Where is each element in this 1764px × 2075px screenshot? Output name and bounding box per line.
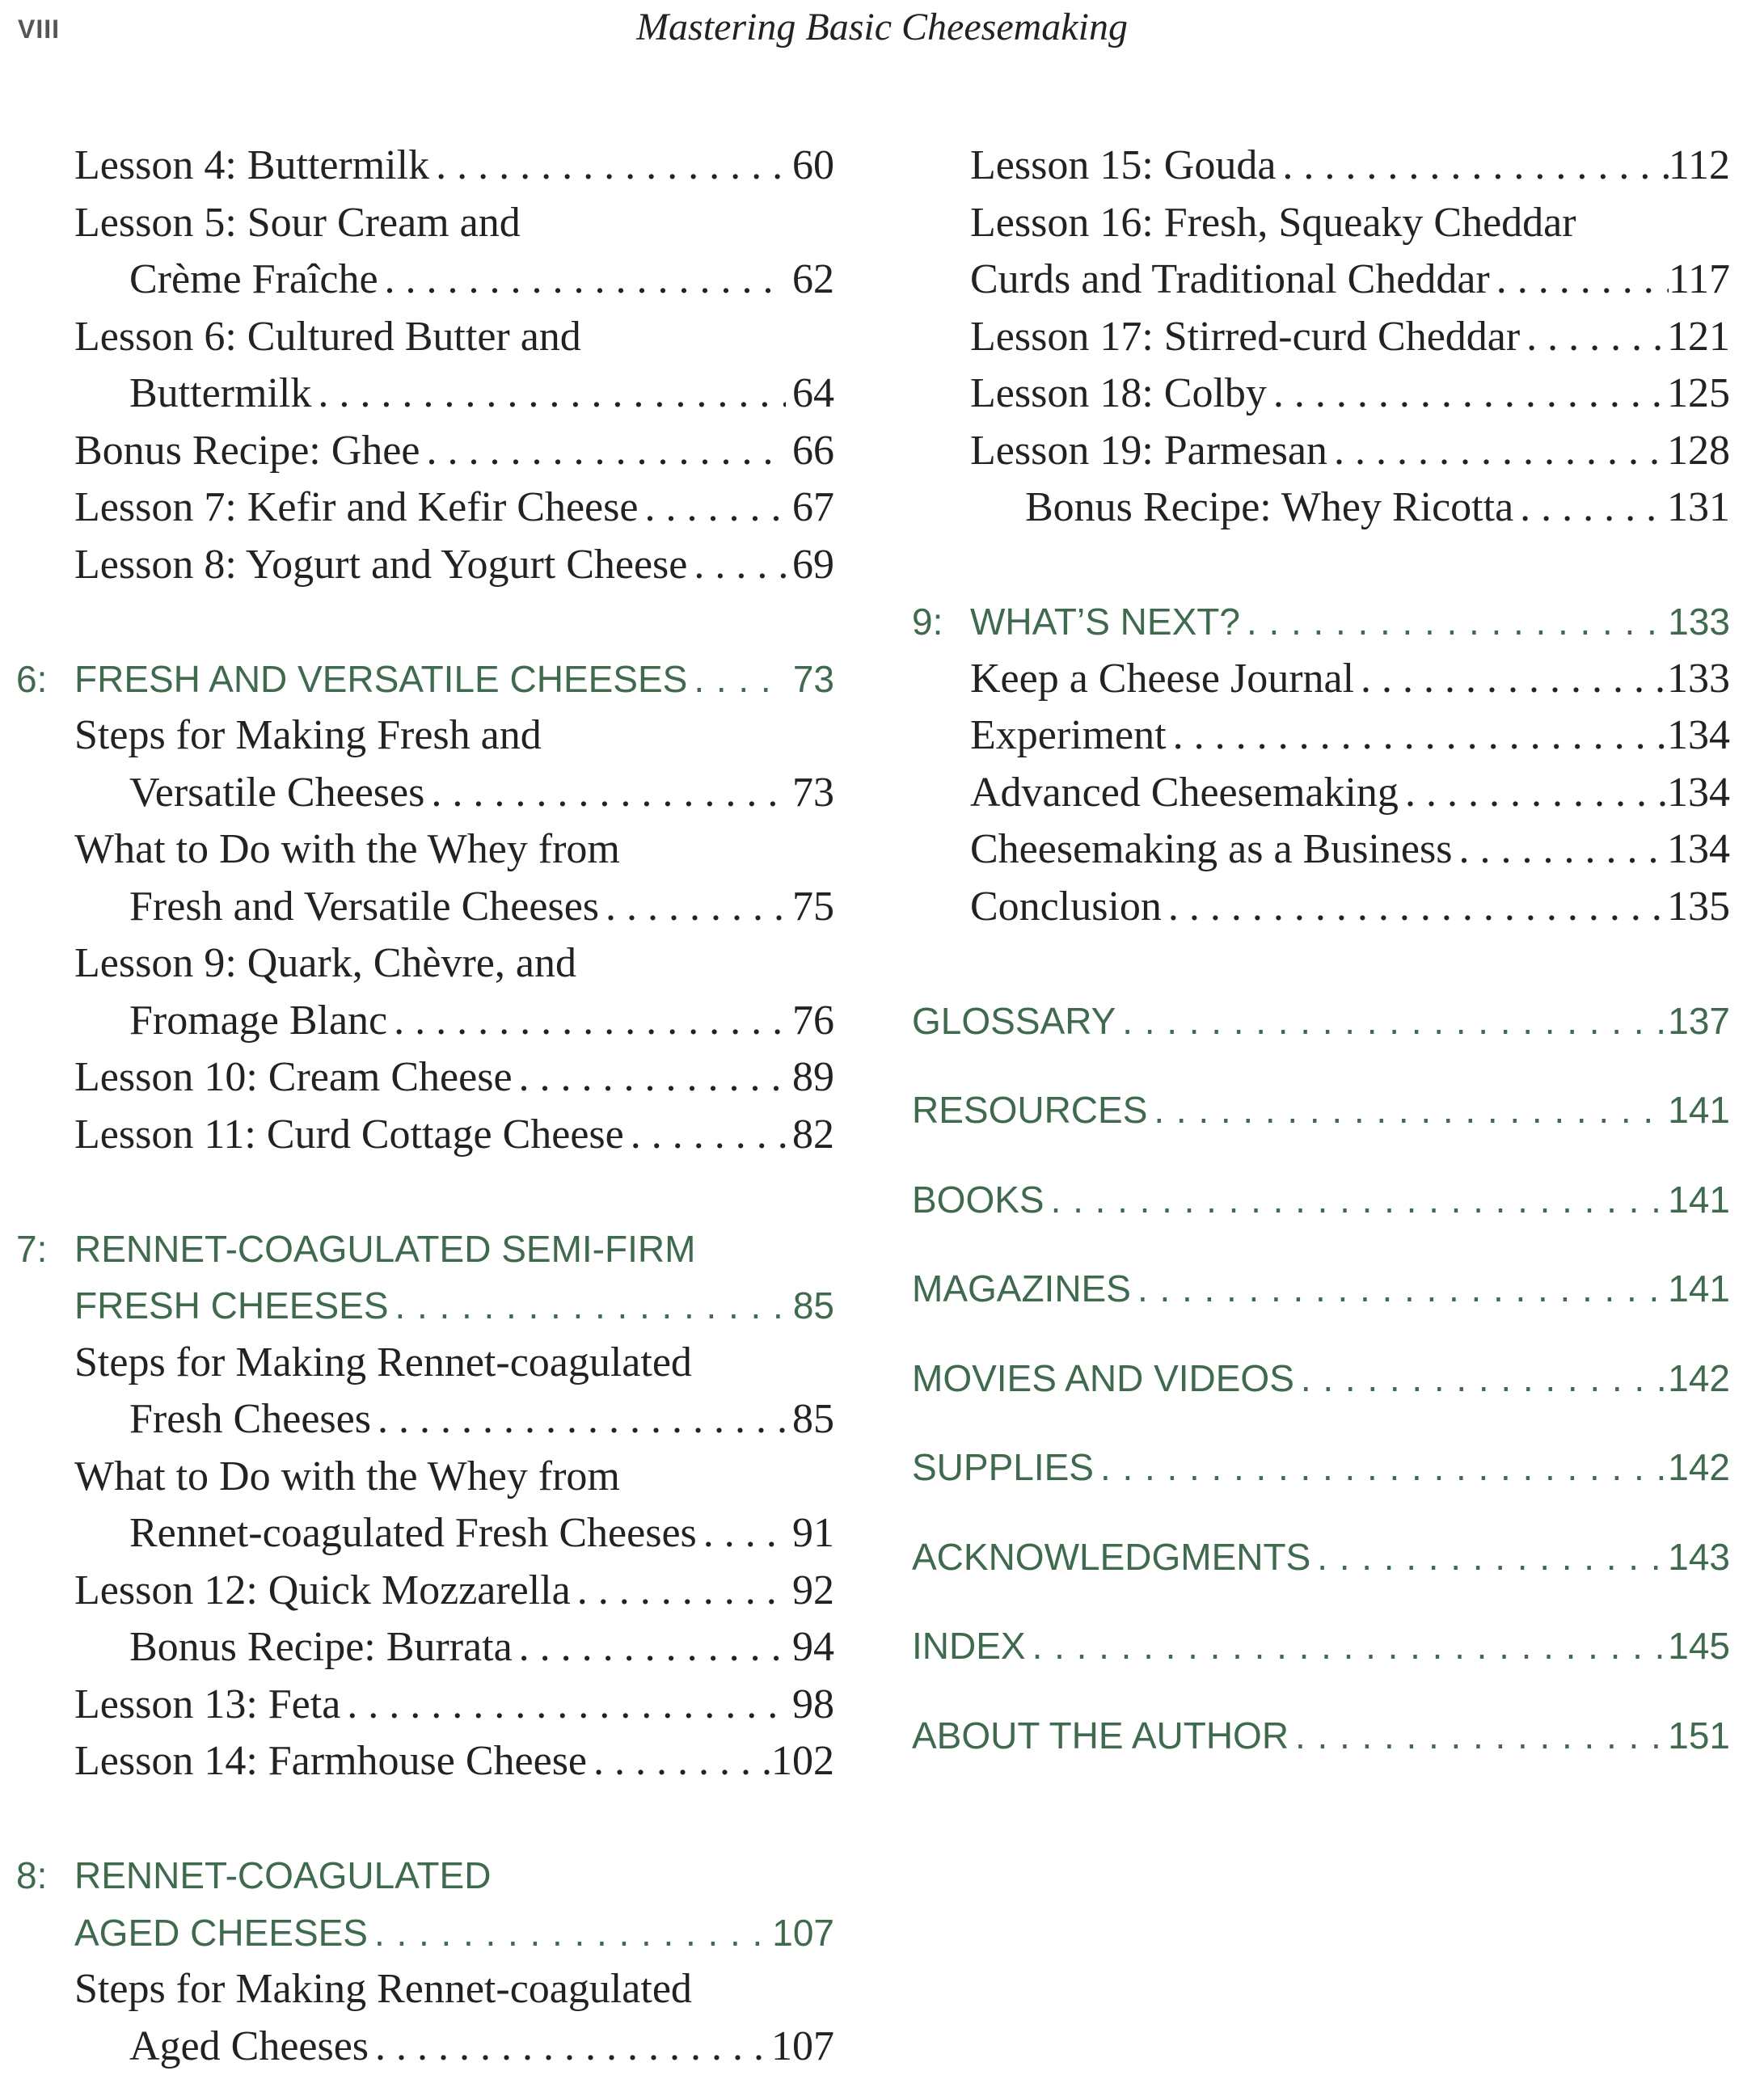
dot-leader bbox=[369, 2018, 771, 2075]
toc-line bbox=[912, 251, 1730, 309]
dot-leader bbox=[1116, 993, 1668, 1050]
dot-leader bbox=[599, 879, 786, 936]
dot-leader bbox=[1490, 251, 1669, 309]
toc-line bbox=[912, 879, 1730, 936]
toc-line bbox=[16, 1277, 834, 1335]
toc-line bbox=[16, 2018, 834, 2075]
toc-left-column bbox=[16, 137, 834, 2075]
page-ref: 145 bbox=[1668, 1617, 1730, 1675]
toc-spacer bbox=[912, 1318, 1730, 1350]
dot-leader bbox=[1276, 137, 1669, 195]
chapter-number: 7: bbox=[16, 1221, 74, 1278]
page-ref: 92 bbox=[786, 1563, 834, 1620]
toc-title: Buttermilk bbox=[129, 365, 311, 423]
toc-entry[interactable] bbox=[16, 821, 834, 935]
toc-line bbox=[912, 1260, 1730, 1318]
toc-spacer bbox=[912, 537, 1730, 594]
dot-leader bbox=[1310, 1529, 1668, 1586]
toc-entry[interactable] bbox=[16, 423, 834, 480]
page-ref: 82 bbox=[786, 1107, 834, 1164]
toc-line bbox=[16, 1961, 834, 2018]
toc-spacer bbox=[16, 1790, 834, 1848]
toc-section[interactable] bbox=[912, 1260, 1730, 1318]
toc-title: Fresh and Versatile Cheeses bbox=[129, 879, 599, 936]
dot-leader bbox=[387, 993, 786, 1050]
toc-entry[interactable] bbox=[16, 195, 834, 309]
toc-line bbox=[16, 137, 834, 195]
page-ref: 133 bbox=[1667, 651, 1730, 708]
toc-line bbox=[16, 195, 834, 252]
toc-line bbox=[16, 821, 834, 879]
toc-title: Keep a Cheese Journal bbox=[970, 651, 1354, 708]
toc-line bbox=[912, 365, 1730, 423]
page-ref: 85 bbox=[786, 1391, 834, 1449]
toc-line bbox=[16, 1563, 834, 1620]
toc-title: Conclusion bbox=[970, 879, 1162, 936]
toc-section[interactable] bbox=[912, 1707, 1730, 1765]
toc-entry[interactable] bbox=[16, 1676, 834, 1734]
page-ref: 89 bbox=[786, 1049, 834, 1107]
toc-section[interactable] bbox=[912, 1439, 1730, 1496]
page-ref: 128 bbox=[1667, 423, 1730, 480]
page-ref: 135 bbox=[1667, 879, 1730, 936]
toc-chapter[interactable] bbox=[16, 1847, 834, 1961]
toc-chapter[interactable] bbox=[16, 1221, 834, 1335]
toc-spacer bbox=[912, 935, 1730, 993]
dot-leader bbox=[1094, 1439, 1668, 1496]
toc-line bbox=[912, 651, 1730, 708]
page-ref: 62 bbox=[786, 251, 834, 309]
toc-entry[interactable] bbox=[912, 821, 1730, 879]
toc-spacer bbox=[912, 1139, 1730, 1171]
toc-title: RENNET-COAGULATED SEMI-FIRM bbox=[74, 1221, 695, 1278]
dot-leader bbox=[1354, 651, 1667, 708]
dot-leader bbox=[1267, 365, 1667, 423]
toc-title: Lesson 16: Fresh, Squeaky Cheddar bbox=[970, 195, 1576, 252]
page-ref: 141 bbox=[1668, 1082, 1730, 1139]
toc-section[interactable] bbox=[912, 1617, 1730, 1675]
toc-line bbox=[16, 1335, 834, 1392]
page-ref: 75 bbox=[786, 879, 834, 936]
toc-line bbox=[912, 1707, 1730, 1765]
toc-line bbox=[16, 251, 834, 309]
toc-title: Versatile Cheeses bbox=[129, 765, 424, 822]
toc-title: Lesson 14: Farmhouse Cheese bbox=[74, 1733, 587, 1790]
toc-entry[interactable] bbox=[16, 479, 834, 537]
dot-leader bbox=[571, 1563, 786, 1620]
toc-title: Lesson 8: Yogurt and Yogurt Cheese bbox=[74, 537, 687, 594]
dot-leader bbox=[424, 765, 786, 822]
toc-line bbox=[16, 1733, 834, 1790]
toc-title: RESOURCES bbox=[912, 1082, 1147, 1139]
dot-leader bbox=[371, 1391, 786, 1449]
toc-title: INDEX bbox=[912, 1617, 1026, 1675]
toc-title: MAGAZINES bbox=[912, 1260, 1131, 1318]
dot-leader bbox=[429, 137, 786, 195]
toc-title: Fresh Cheeses bbox=[129, 1391, 371, 1449]
toc-line bbox=[16, 879, 834, 936]
toc-entry[interactable] bbox=[16, 1449, 834, 1563]
dot-leader bbox=[1162, 879, 1667, 936]
dot-leader bbox=[340, 1676, 786, 1734]
toc-spacer bbox=[912, 1049, 1730, 1082]
toc-line bbox=[16, 537, 834, 594]
toc-entry[interactable] bbox=[16, 1961, 834, 2075]
toc-section[interactable] bbox=[912, 993, 1730, 1050]
page-ref: 60 bbox=[786, 137, 834, 195]
toc-line bbox=[912, 137, 1730, 195]
running-head: Mastering Basic Cheesemaking bbox=[0, 5, 1764, 49]
toc-chapter[interactable] bbox=[16, 651, 834, 708]
toc-line bbox=[912, 309, 1730, 366]
toc-line bbox=[912, 821, 1730, 879]
page-ref: 91 bbox=[786, 1505, 834, 1563]
toc-spacer bbox=[912, 1228, 1730, 1260]
dot-leader bbox=[513, 1049, 786, 1107]
page-ref: 131 bbox=[1667, 479, 1730, 537]
toc-entry[interactable] bbox=[912, 195, 1730, 309]
page-ref: 141 bbox=[1668, 1260, 1730, 1318]
dot-leader bbox=[311, 365, 786, 423]
dot-leader bbox=[378, 251, 786, 309]
page-ref: 85 bbox=[786, 1277, 834, 1335]
toc-line bbox=[912, 1082, 1730, 1139]
toc-line bbox=[912, 1617, 1730, 1675]
toc-spacer bbox=[912, 1675, 1730, 1707]
page-ref: 134 bbox=[1667, 765, 1730, 822]
toc-entry[interactable] bbox=[912, 365, 1730, 423]
toc-entry[interactable] bbox=[912, 651, 1730, 708]
toc-title: Lesson 5: Sour Cream and bbox=[74, 195, 521, 252]
toc-title: FRESH CHEESES bbox=[74, 1277, 389, 1335]
toc-section[interactable] bbox=[912, 1171, 1730, 1229]
dot-leader bbox=[1167, 707, 1667, 765]
toc-entry[interactable] bbox=[16, 537, 834, 594]
page-ref: 64 bbox=[786, 365, 834, 423]
toc-title: Bonus Recipe: Burrata bbox=[129, 1619, 513, 1676]
dot-leader bbox=[638, 479, 786, 537]
dot-leader bbox=[368, 1904, 772, 1962]
toc-title: BOOKS bbox=[912, 1171, 1044, 1229]
toc-entry[interactable] bbox=[912, 137, 1730, 195]
toc-title: Steps for Making Rennet-coagulated bbox=[74, 1961, 692, 2018]
toc-title: Lesson 12: Quick Mozzarella bbox=[74, 1563, 571, 1620]
page-ref: 142 bbox=[1668, 1439, 1730, 1496]
toc-entry[interactable] bbox=[16, 309, 834, 423]
dot-leader bbox=[1513, 479, 1667, 537]
toc-line bbox=[912, 707, 1730, 765]
toc-title: Rennet-coagulated Fresh Cheeses bbox=[129, 1505, 697, 1563]
dot-leader bbox=[1327, 423, 1667, 480]
toc-line bbox=[912, 993, 1730, 1050]
toc-title: GLOSSARY bbox=[912, 993, 1116, 1050]
toc-entry[interactable] bbox=[912, 309, 1730, 366]
dot-leader bbox=[1044, 1171, 1669, 1229]
toc-chapter[interactable] bbox=[912, 593, 1730, 651]
toc-title: Crème Fraîche bbox=[129, 251, 378, 309]
page-ref: 137 bbox=[1668, 993, 1730, 1050]
toc-title: Lesson 6: Cultured Butter and bbox=[74, 309, 581, 366]
page-ref: 121 bbox=[1667, 309, 1730, 366]
dot-leader bbox=[1452, 821, 1667, 879]
chapter-number: 8: bbox=[16, 1847, 74, 1904]
dot-leader bbox=[1026, 1617, 1669, 1675]
toc-entry[interactable] bbox=[16, 707, 834, 821]
toc-title: ABOUT THE AUTHOR bbox=[912, 1707, 1289, 1765]
page-ref: 151 bbox=[1668, 1707, 1730, 1765]
toc-title: MOVIES AND VIDEOS bbox=[912, 1350, 1294, 1407]
page-ref: 117 bbox=[1669, 251, 1730, 309]
dot-leader bbox=[1147, 1082, 1668, 1139]
toc-line bbox=[912, 1529, 1730, 1586]
toc-title: FRESH AND VERSATILE CHEESES bbox=[74, 651, 687, 708]
page-ref: 125 bbox=[1667, 365, 1730, 423]
toc-line bbox=[16, 365, 834, 423]
page-ref: 112 bbox=[1669, 137, 1730, 195]
page-ref: 66 bbox=[786, 423, 834, 480]
toc-title: SUPPLIES bbox=[912, 1439, 1094, 1496]
toc-section[interactable] bbox=[912, 1529, 1730, 1586]
toc-line bbox=[16, 1391, 834, 1449]
toc-line bbox=[16, 423, 834, 480]
toc-entry[interactable] bbox=[16, 1563, 834, 1620]
dot-leader bbox=[687, 537, 786, 594]
toc-title: Advanced Cheesemaking bbox=[970, 765, 1399, 822]
dot-leader bbox=[513, 1619, 786, 1676]
toc-title: Steps for Making Fresh and bbox=[74, 707, 542, 765]
toc-spacer bbox=[16, 1163, 834, 1221]
toc-spacer bbox=[912, 1496, 1730, 1529]
page-ref: 134 bbox=[1667, 707, 1730, 765]
toc-spacer bbox=[912, 1407, 1730, 1439]
page-ref: 107 bbox=[771, 2018, 834, 2075]
toc-title: WHAT’S NEXT? bbox=[970, 593, 1240, 651]
dot-leader bbox=[1289, 1707, 1668, 1765]
page-ref: 73 bbox=[786, 765, 834, 822]
toc-title: Lesson 10: Cream Cheese bbox=[74, 1049, 513, 1107]
toc-entry[interactable] bbox=[16, 1335, 834, 1449]
toc-title: What to Do with the Whey from bbox=[74, 821, 620, 879]
toc-section[interactable] bbox=[912, 1082, 1730, 1139]
toc-title: Lesson 18: Colby bbox=[970, 365, 1267, 423]
toc-line bbox=[16, 935, 834, 993]
page-ref: 142 bbox=[1668, 1350, 1730, 1407]
toc-line bbox=[912, 423, 1730, 480]
page-ref: 143 bbox=[1668, 1529, 1730, 1586]
toc-line bbox=[912, 1171, 1730, 1229]
toc-line bbox=[16, 993, 834, 1050]
dot-leader bbox=[697, 1505, 786, 1563]
toc-entry[interactable] bbox=[16, 935, 834, 1049]
toc-entry[interactable] bbox=[912, 879, 1730, 936]
toc-line bbox=[912, 765, 1730, 822]
toc-title: Experiment bbox=[970, 707, 1167, 765]
toc-spacer bbox=[16, 593, 834, 651]
toc-line bbox=[16, 1221, 834, 1278]
toc-line bbox=[16, 479, 834, 537]
page-ref: 134 bbox=[1667, 821, 1730, 879]
toc-line bbox=[16, 1676, 834, 1734]
page-ref: 133 bbox=[1668, 593, 1730, 651]
toc-title: Lesson 4: Buttermilk bbox=[74, 137, 429, 195]
toc-line bbox=[912, 1439, 1730, 1496]
dot-leader bbox=[389, 1277, 786, 1335]
dot-leader bbox=[587, 1733, 771, 1790]
toc-line bbox=[16, 1449, 834, 1506]
dot-leader bbox=[1399, 765, 1667, 822]
toc-title: Lesson 19: Parmesan bbox=[970, 423, 1327, 480]
dot-leader bbox=[1131, 1260, 1668, 1318]
toc-title: Lesson 9: Quark, Chèvre, and bbox=[74, 935, 576, 993]
toc-line bbox=[16, 765, 834, 822]
toc-line bbox=[16, 1107, 834, 1164]
toc-title: Bonus Recipe: Whey Ricotta bbox=[1025, 479, 1513, 537]
toc-title: Curds and Traditional Cheddar bbox=[970, 251, 1490, 309]
toc-section[interactable] bbox=[912, 1350, 1730, 1407]
toc-entry[interactable] bbox=[912, 423, 1730, 480]
page-ref: 141 bbox=[1668, 1171, 1730, 1229]
dot-leader bbox=[1240, 593, 1668, 651]
toc-title: ACKNOWLEDGMENTS bbox=[912, 1529, 1310, 1586]
toc-title: Lesson 7: Kefir and Kefir Cheese bbox=[74, 479, 638, 537]
toc-line bbox=[16, 1049, 834, 1107]
toc-line bbox=[912, 195, 1730, 252]
chapter-number: 6: bbox=[16, 651, 74, 708]
dot-leader bbox=[1520, 309, 1667, 366]
toc-line bbox=[16, 1904, 834, 1962]
toc-line bbox=[16, 1619, 834, 1676]
toc-title: Lesson 11: Curd Cottage Cheese bbox=[74, 1107, 624, 1164]
toc-title: Steps for Making Rennet-coagulated bbox=[74, 1335, 692, 1392]
toc-entry[interactable] bbox=[16, 137, 834, 195]
toc-line bbox=[912, 1350, 1730, 1407]
toc-line bbox=[16, 707, 834, 765]
toc-entry[interactable] bbox=[912, 707, 1730, 765]
toc-title: Fromage Blanc bbox=[129, 993, 387, 1050]
toc-entry[interactable] bbox=[16, 1733, 834, 1790]
toc-title: Lesson 15: Gouda bbox=[970, 137, 1276, 195]
page-ref: 67 bbox=[786, 479, 834, 537]
toc-line bbox=[16, 309, 834, 366]
dot-leader bbox=[687, 651, 786, 708]
page-ref: 98 bbox=[786, 1676, 834, 1734]
toc-title: Lesson 17: Stirred-curd Cheddar bbox=[970, 309, 1520, 366]
toc-line bbox=[912, 479, 1730, 537]
toc-line bbox=[16, 1847, 834, 1904]
dot-leader bbox=[1294, 1350, 1668, 1407]
toc-entry[interactable] bbox=[16, 1107, 834, 1164]
toc-entry[interactable] bbox=[16, 1049, 834, 1107]
toc-title: RENNET-COAGULATED bbox=[74, 1847, 491, 1904]
toc-entry[interactable] bbox=[912, 479, 1730, 537]
page-number: VIII bbox=[18, 15, 60, 44]
toc-line bbox=[16, 651, 834, 708]
toc-title: AGED CHEESES bbox=[74, 1904, 368, 1962]
chapter-number: 9: bbox=[912, 593, 970, 651]
page-ref: 102 bbox=[771, 1733, 834, 1790]
page-ref: 76 bbox=[786, 993, 834, 1050]
toc-title: What to Do with the Whey from bbox=[74, 1449, 620, 1506]
page-ref: 107 bbox=[772, 1904, 834, 1962]
toc-line bbox=[16, 1505, 834, 1563]
toc-title: Cheesemaking as a Business bbox=[970, 821, 1452, 879]
toc-right-column bbox=[912, 137, 1730, 1764]
toc-entry[interactable] bbox=[912, 765, 1730, 822]
dot-leader bbox=[624, 1107, 786, 1164]
toc-title: Bonus Recipe: Ghee bbox=[74, 423, 420, 480]
dot-leader bbox=[420, 423, 786, 480]
page-ref: 73 bbox=[786, 651, 834, 708]
page-ref: 94 bbox=[786, 1619, 834, 1676]
toc-line bbox=[912, 593, 1730, 651]
toc-spacer bbox=[912, 1585, 1730, 1617]
toc-title: Aged Cheeses bbox=[129, 2018, 369, 2075]
toc-entry[interactable] bbox=[16, 1619, 834, 1676]
toc-title: Lesson 13: Feta bbox=[74, 1676, 340, 1734]
page-ref: 69 bbox=[786, 537, 834, 594]
